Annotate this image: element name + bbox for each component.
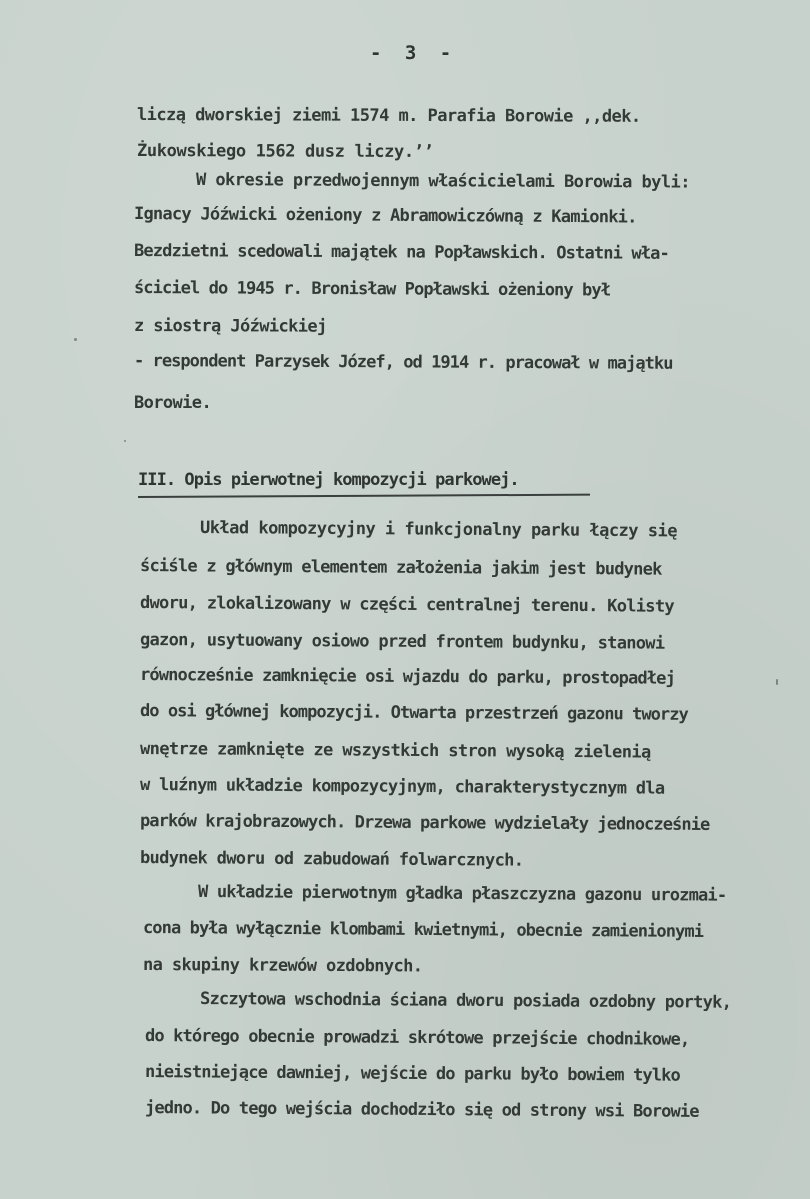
text-line: jedno. Do tego wejścia dochodziło się od strony wsi Borowie [144,1098,699,1122]
text-line: Borowie. [134,393,212,413]
text-line: równocześnie zamknięcie osi wjazdu do parku, prostopadłej [139,665,676,689]
text-line: Żukowskiego 1562 dusz liczy.’’ [136,141,434,163]
text-line: - respondent Parzysek Józef, od 1914 r. pracował w majątku [133,351,673,374]
paper-speck [124,440,126,442]
text-line: Ignacy Jóźwicki ożeniony z Abramowiczówną z Kamionki. [133,204,637,228]
text-line: W okresie przedwojennym właścicielami Borowia byli: [195,170,690,193]
text-line: cona była wyłącznie klombami kwietnymi, obecnie zamienionymi [142,918,704,942]
text-line: wnętrze zamknięte ze wszystkich stron wysoką zielenią [139,739,651,763]
text-line: nieistniejące dawniej, wejście do parku było bowiem tylko [144,1062,681,1086]
text-line: liczą dworskiej ziemi 1574 m. Parafia Borowie ,,dek. [136,105,641,127]
page-number: - 3 - [370,42,458,64]
text-line: do którego obecnie prowadzi skrótowe przejście chodnikowe, [144,1026,690,1050]
text-line: dworu, zlokalizowany w części centralnej terenu. Kolisty [139,593,675,617]
text-line: parków krajobrazowych. Drzewa parkowe wydzielały jednocześnie [139,811,710,835]
paper-speck [74,338,77,341]
text-line: do osi głównej kompozycji. Otwarta przestrzeń gazonu tworzy [139,701,688,725]
text-line: w luźnym układzie kompozycyjnym, charakterystycznym dla [139,775,665,799]
text-line: ściśle z głównym elementem założenia jakim jest budynek [139,556,662,580]
text-line: budynek dworu od zabudowań folwarcznych. [139,848,524,871]
text-line: z siostrą Jóźwickiej [133,316,327,337]
text-line: Bezdzietni scedowali majątek na Popławskich. Ostatni wła- [133,241,669,264]
text-line: Układ kompozycyjny i funkcjonalny parku łączy się [199,518,678,542]
section-heading-underline [138,494,590,498]
text-line: W układzie pierwotnym gładka płaszczyzna gazonu urozmai- [197,882,727,906]
section-heading: III. Opis pierwotnej kompozycji parkowej. [138,470,519,490]
text-line: gazon, usytuowany osiowo przed frontem budynku, stanowi [139,630,665,654]
text-line: na skupiny krzewów ozdobnych. [142,955,423,977]
text-line: Szczytowa wschodnia ściana dworu posiada ozdobny portyk, [199,989,732,1013]
paper-speck [776,679,778,685]
text-line: ściciel do 1945 r. Bronisław Popławski ożeniony był [133,278,611,301]
